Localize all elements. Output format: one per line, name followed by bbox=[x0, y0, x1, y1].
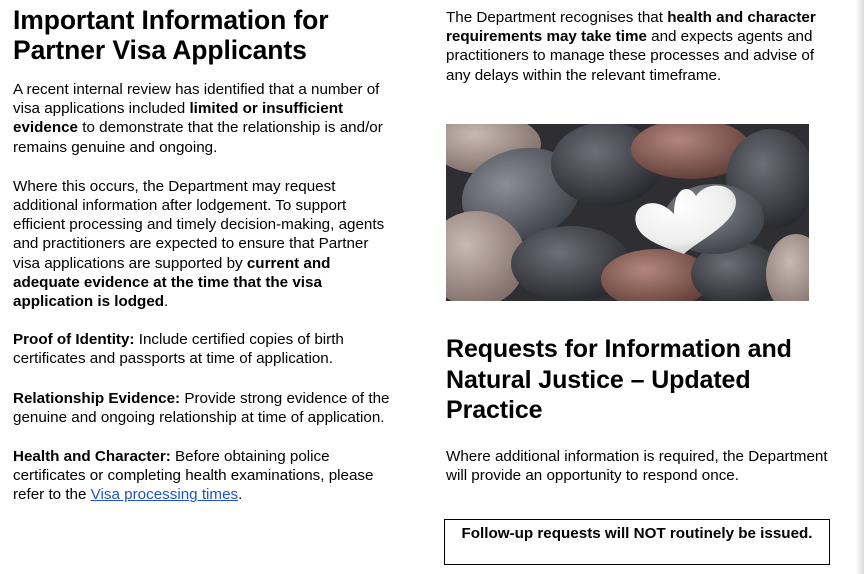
evidence-paragraph: Where this occurs, the Department may request additional information after lodgement. To support efficient processing and timely decision-making, agents and practitioners are expected to ensure that Partner visa applications are supported by current and adequate evidence at the time that the visa application is lodged. bbox=[13, 177, 385, 311]
page-title: Important Information for Partner Visa Applicants bbox=[13, 5, 329, 65]
page-edge-shadow bbox=[856, 0, 864, 574]
rfi-heading: Requests for Information and Natural Justice – Updated Practice bbox=[446, 335, 792, 424]
proof-of-identity-section: Proof of Identity: Include certified copies of birth certificates and passports at time of application. bbox=[13, 331, 344, 368]
rfi-section bbox=[446, 334, 836, 485]
follow-up-callout-text: Follow-up requests will NOT routinely be issued. bbox=[461, 525, 813, 542]
rfi-body: Where additional information is required, the Department will provide an opportunity to respond once. bbox=[446, 447, 828, 484]
visa-processing-times-link[interactable]: Visa processing times bbox=[90, 486, 239, 504]
right-column-top bbox=[446, 8, 826, 85]
follow-up-callout-box bbox=[444, 519, 830, 565]
health-character-section: Health and Character: Before obtaining police certificates or completing health examinations, please refer to the Visa processing times. bbox=[13, 448, 374, 504]
health-character-note: The Department recognises that health and character requirements may take time and expects agents and practitioners to manage these processes and advise of any delays within the relevant timeframe. bbox=[446, 9, 816, 84]
relationship-evidence-section: Relationship Evidence: Provide strong evidence of the genuine and ongoing relationship at time of application. bbox=[13, 389, 390, 426]
heart-stones-image bbox=[446, 124, 809, 301]
left-column bbox=[13, 5, 398, 505]
intro-paragraph: A recent internal review has identified that a number of visa applications included limited or insufficient evidence to demonstrate that the relationship is and/or remains genuine and ongoing. bbox=[13, 81, 383, 156]
stones-illustration bbox=[446, 124, 809, 301]
